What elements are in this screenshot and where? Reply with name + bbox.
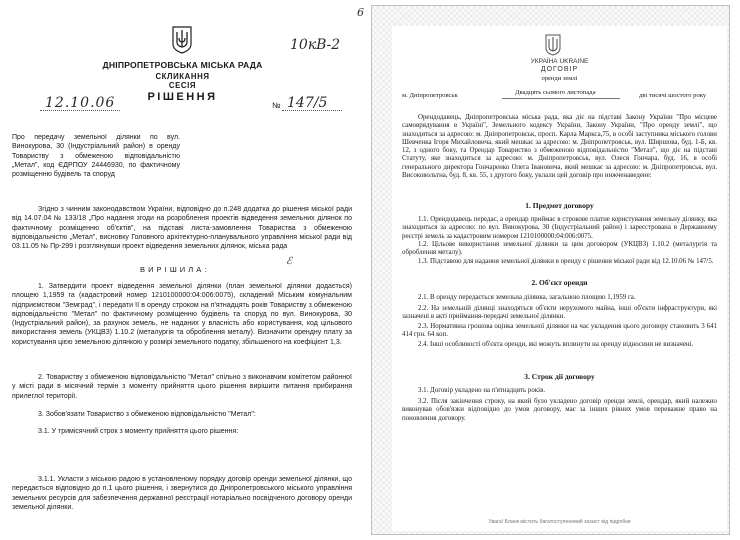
- decision-item-3: 3. Зобов'язати Товариство з обмеженою відповідальністю "Метал":: [38, 411, 256, 418]
- country-label: УКРАЇНА UKRAINE: [530, 58, 589, 65]
- clause-2-4: 2.4. Інші особливості об'єкта оренди, які можуть вплинути на оренду відносини не визначені.: [418, 341, 694, 348]
- number-underline: [282, 110, 342, 111]
- clause-2-2: 2.2. На земельній ділянці знаходяться об'єкти нерухомого майна, інші об'єкти інфраструктури, які зазначені в акті приймання-передачі земельної ділянки.: [402, 305, 717, 321]
- trident-emblem-icon: [544, 34, 562, 56]
- section-heading-subject: 1. Предмет договору: [525, 201, 594, 210]
- clause-2-3: 2.3. Нормативна грошова оцінка земельної ділянки на час укладення цього договору становить 3 641 414 грн. 64 коп.: [402, 323, 717, 339]
- clause-3-2: 3.2. Після закінчення строку, на який було укладено договір оренди землі, орендар, який належно виконував обов'язки відповідно до умов договору, має за інших рівних умов переважне право на поновлення договору.: [402, 398, 717, 422]
- handwritten-session-note: 10кВ-2: [290, 37, 341, 53]
- decision-title: РІШЕННЯ: [147, 91, 218, 103]
- security-footer: Увага! Бланк містить багатоступеневий захист від підробки: [488, 519, 631, 525]
- resolves-heading: В И Р І Ш И Л А :: [140, 265, 207, 274]
- agreement-year-words: дві тисячі шостого року: [639, 92, 707, 99]
- agreement-page: [392, 26, 727, 531]
- date-underline: [40, 110, 120, 111]
- trident-emblem-icon: [171, 26, 193, 54]
- agreement-date-words: Двадцять сьомого листопада: [515, 89, 596, 96]
- decision-number: 147/5: [287, 95, 328, 111]
- agreement-intro: Орендодавець, Дніпропетровська міська рада, яка діє на підставі Закону України "Про місцеве самоврядування в Україні", Земельного кодексу України, Закону України, "Про оренду землі", що знаходиться за адресою: м. Дніпропетровськ, просп. Карла Маркса,75, в особі заступника міського голови Шевченка Ігоря Михайловича, який мешкає за адресою: м. Дніпропетровськ, вул. Ширшова, буд. 1-Б, кв. 12, з одного боку, та Орендар Товариство з обмеженою відповідальністю "Метал", що діє на підставі Статуту, яке знаходиться за адресою: м. Дніпропетровськ, вул. Олеся Гончара, буд. 16, в особі генерального директора Гончаренко Олега Івановича, який мешкає за адресою: м. Дніпропетровськ, вул. Високовольтна, буд. 8, кв. 55, з другого боку, уклали цей договір про нижченаведене:: [402, 114, 717, 180]
- council-name: ДНІПРОПЕТРОВСЬКА МІСЬКА РАДА: [102, 60, 263, 70]
- council-decision-document: [0, 0, 365, 540]
- decision-preamble: Згідно з чинним законодавством України, відповідно до п.248 додатка до рішення міської ради від 14.07.04 № 133/18 „Про надання згоди на розроблення проектів відведення земельних ділянок по фактичному розміщенню об'єктів”, на підставі листа-замовлення Товариства з обмеженою відповідальністю „Метал”, висновку Головного архітектурно-планувального управління міської ради від 03.11.05 № Пр-299 і розглянувши проект відведення земельних ділянок, міська рада: [12, 206, 352, 251]
- clause-1-2: 1.2. Цільове використання земельної ділянки за цим договором (УКЦВЗ) 1.10.2 (металургія та оброблення металу).: [402, 241, 717, 257]
- decision-item-3-1-1: 3.1.1. Укласти з міською радою в установленому порядку договір оренди земельної ділянки, що передається відповідно до п.1 цього рішення, і звернутися до Дніпропетровського міського управління земельних ресурсів для забезпечення державної реєстрації нотаріально посвідченого договору оренди земельної ділянки.: [12, 476, 352, 511]
- page-number: 6: [357, 6, 364, 19]
- section-heading-object: 2. Об'єкт оренди: [531, 278, 588, 287]
- decision-subject: Про передачу земельної ділянки по вул. Винокурова, 30 (Індустріальний район) в оренду Товариству з обмеженою відповідальністю „Метал”, код ЄДРПОУ 24446930, по фактичному розміщенню будівель та споруд: [12, 134, 180, 179]
- clause-3-1: 3.1. Договір укладено на п'ятнадцять років.: [418, 387, 546, 394]
- agreement-city: м. Дніпропетровськ: [402, 92, 458, 99]
- margin-mark: ℰ: [286, 256, 293, 267]
- section-heading-term: 3. Строк дії договору: [524, 372, 595, 381]
- clause-1-3: 1.3. Підставою для надання земельної ділянки в оренду є рішення міської ради від 12.10.06 № 147/5.: [418, 258, 714, 265]
- clause-1-1: 1.1. Орендодавець передає, а орендар приймає в строкове платне користування земельну ділянку, яка знаходиться за адресою: по вул. Винокурова, 30 (Індустріальний район) і зареєстрована в Державному реєстрі земель за кадастровим номером 1210100000:04:006:0075.: [402, 216, 717, 240]
- agreement-subtitle: оренди землі: [541, 75, 578, 82]
- decision-item-1: 1. Затвердити проект відведення земельної ділянки (план земельної ділянки додається) площею 1,1959 га (кадастровий номер 1210100000:04:006:0075), складений Міським комунальним підприємством "Земград", і передати її в оренду строком на п'ятнадцять років Товариству з обмеженою відповідальністю "Метал" по фактичному розміщенню будівель та споруд по вул. Винокурова, 30 (Індустріальний район), за рахунок земель, не наданих у власність або користування, код цільового використання земель (УКЦВЗ) 1.10.2 (металургія та оброблення металу). Визначити орендну плату за користування цією земельною ділянкою у розмірі земельного податку, збільшеного на коефіцієнт 1,3.: [12, 283, 352, 346]
- decision-item-3-1: 3.1. У тримісячний строк з моменту прийняття цього рішення:: [38, 428, 239, 435]
- land-lease-agreement-document: [357, 0, 740, 540]
- security-border: [371, 5, 730, 535]
- number-prefix: №: [272, 101, 281, 110]
- agreement-type: ДОГОВІР: [540, 66, 579, 73]
- date-line: [502, 98, 620, 99]
- session-label: СЕСІЯ: [168, 81, 197, 90]
- convocation-label: СКЛИКАННЯ: [155, 72, 210, 81]
- decision-item-2: 2. Товариству з обмеженою відповідальністю "Метал" спільно з виконавчим комітетом районної у місті ради в місячний термін з моменту прийняття цього рішення вирішити питання прибирання прилеглої території.: [12, 374, 352, 400]
- decision-date: 12.10.06: [45, 95, 116, 111]
- clause-2-1: 2.1. В оренду передається земельна ділянка, загальною площею 1,1959 га.: [418, 294, 636, 301]
